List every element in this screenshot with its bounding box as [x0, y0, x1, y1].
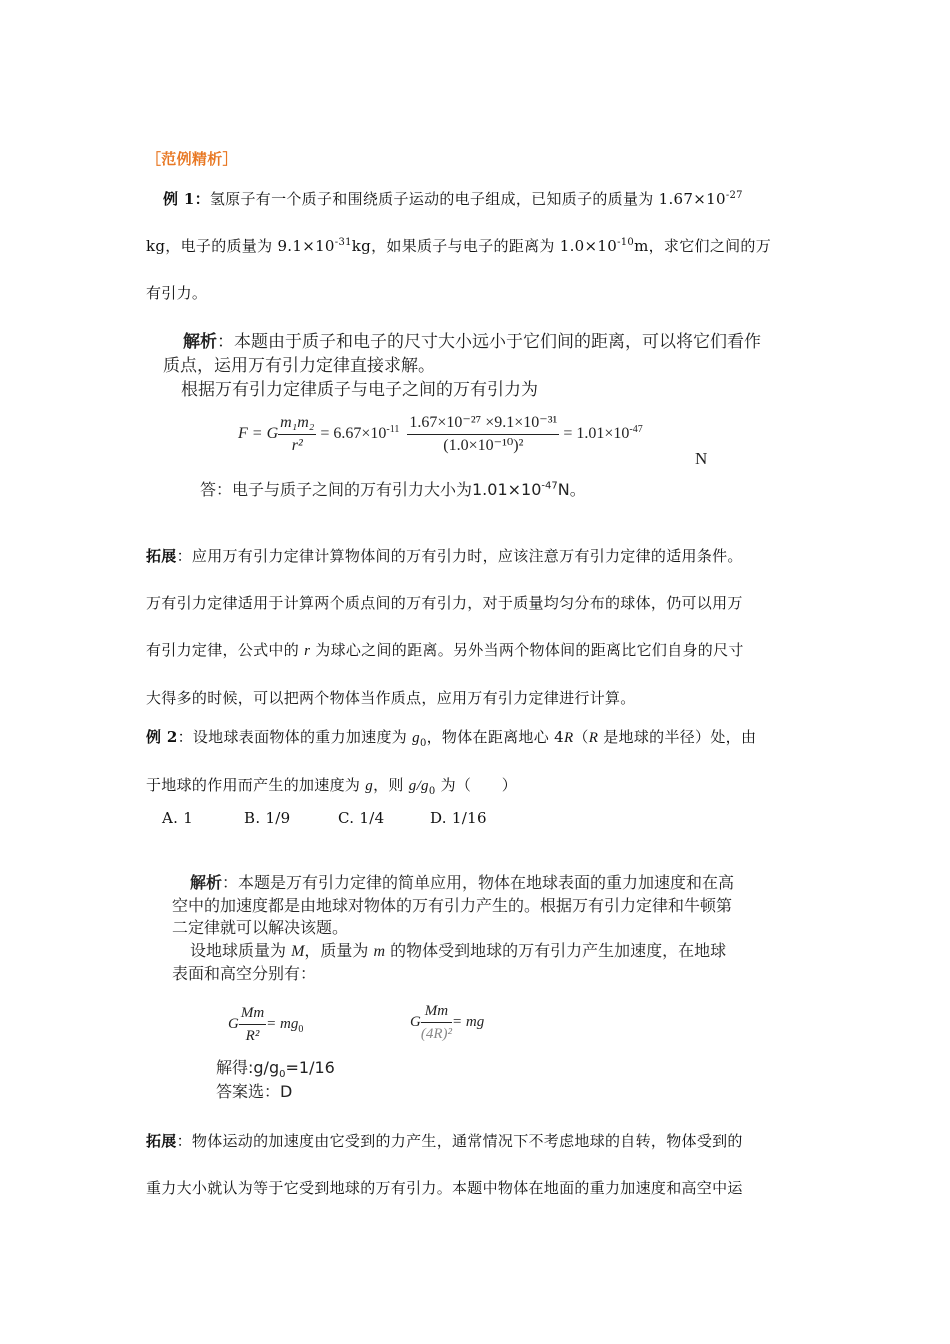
example2-result: [216, 1056, 335, 1104]
extension-label: 拓展: [146, 547, 177, 565]
example2-solve-line: 解得$:g/g_0=1/16$: [216, 1058, 335, 1081]
example2-solution-line2: 空中的加速度都是由地球对物体的万有引力产生的。根据万有引力定律和牛顿第: [172, 895, 733, 915]
example1-extension: [146, 533, 826, 722]
example1-extension-line1: 拓展：应用万有引力定律计算物体间的万有引力时，应该注意万有引力定律的适用条件。: [146, 547, 743, 565]
example2-solution-line4: 设地球质量为 M，质量为 m 的物体受到地球的万有引力产生加速度，在地球: [190, 940, 727, 960]
example2-line1: 例 2：设地球表面物体的重力加速度为 $g_0$，物体在距离地心 4R（R 是地球的半径）处，由: [146, 728, 757, 749]
section-heading: ［范例精析］: [146, 150, 238, 168]
numeric-fraction: $\frac{\text{1.67×10⁻²⁷ ×9.1×10⁻³¹}}{\text{(1.0×10⁻¹⁰)²}}$: [409, 414, 558, 454]
example2-answer: 答案选：D: [216, 1082, 293, 1101]
example1-extension-line3: 有引力定律，公式中的 r 为球心之间的距离。另外当两个物体间的距离比它们自身的尺寸: [146, 641, 744, 659]
option-a: A. 1: [162, 809, 194, 827]
example2-options: [162, 795, 487, 842]
mass-product-fraction: $\frac{\text{m₁m₂}}{\text{r²}}$: [280, 414, 315, 454]
option-b: B. 1/9: [244, 809, 291, 827]
option-d: D. 1/16: [430, 809, 487, 827]
example1-equation-unit: N: [695, 449, 708, 468]
example2-equation-surface: G $\frac{Mm}{\text{R²}}$ = $mg_0$: [228, 1002, 303, 1047]
example2-equation-altitude: G $\frac{Mm}{\text{(4R)²}}$ = mg: [410, 1000, 484, 1045]
option-c: C. 1/4: [338, 809, 385, 827]
example1-answer: 答：电子与质子之间的万有引力大小为$1.01\times 10^{-47}N$。: [200, 480, 586, 499]
example2-solution: [172, 872, 812, 986]
example2-extension-line2: 重力大小就认为等于它受到地球的万有引力。本题中物体在地面的重力加速度和高空中运: [146, 1179, 743, 1197]
example1-equation: F = G $\frac{\text{m₁m₂}}{\text{r²}}$ = $6.67\times 10^{-11}$ $\frac{\text{1.67×10⁻²⁷ ×9.1×10⁻³¹}}{\text{(1.0×10⁻¹⁰)²}}$ = $1.01\times 10^{-47}$: [238, 412, 643, 457]
example2-line2: 于地球的作用而产生的加速度为 g，则 $g/g_0$ 为（ ）: [146, 776, 518, 797]
altitude-fraction: $\frac{Mm}{\text{(4R)²}}$: [421, 1000, 452, 1045]
example1-extension-line4: 大得多的时候，可以把两个物体当作质点，应用万有引力定律进行计算。: [146, 689, 636, 707]
example2-solution-line5: 表面和高空分别有：: [172, 964, 317, 983]
example1-solution-line2: 质点，运用万有引力定律直接求解。: [163, 356, 435, 376]
surface-fraction: $\frac{Mm}{\text{R²}}$: [239, 1002, 266, 1047]
example1-solution-line1: 解析：本题由于质子和电子的尺寸大小远小于它们间的距离，可以将它们看作: [183, 332, 761, 352]
example2-solution-line1: 解析：本题是万有引力定律的简单应用，物体在地球表面的重力加速度和在高: [190, 873, 735, 892]
example2-solution-line3: 二定律就可以解决该题。: [172, 918, 349, 937]
example1-line1: 例 1：氢原子有一个质子和围绕质子运动的电子组成，已知质子的质量为 $1.67\times 10^{-27}$: [163, 190, 743, 208]
example1-line2: kg，电子的质量为 $9.1\times 10^{-31}kg$，如果质子与电子的距离为 $1.0\times 10^{-10}m$，求它们之间的万: [146, 237, 772, 255]
extension-label-2: 拓展: [146, 1132, 177, 1150]
example2-extension-line1: 拓展：物体运动的加速度由它受到的力产生，通常情况下不考虑地球的自转，物体受到的: [146, 1132, 743, 1150]
example1-extension-line2: 万有引力定律适用于计算两个质点间的万有引力，对于质量均匀分布的球体，仍可以用万: [146, 594, 743, 612]
solution-label: 解析: [183, 332, 217, 352]
example1-solution-line3: 根据万有引力定律质子与电子之间的万有引力为: [181, 380, 538, 400]
example1-solution: [163, 330, 823, 402]
example2-label: 例 2: [146, 728, 178, 746]
example2-extension: [146, 1118, 826, 1212]
solution-label-2: 解析: [190, 873, 223, 892]
example1-label: 例 1: [163, 190, 195, 208]
example1-question: [146, 176, 816, 317]
example1-line3: 有引力。: [146, 284, 208, 302]
